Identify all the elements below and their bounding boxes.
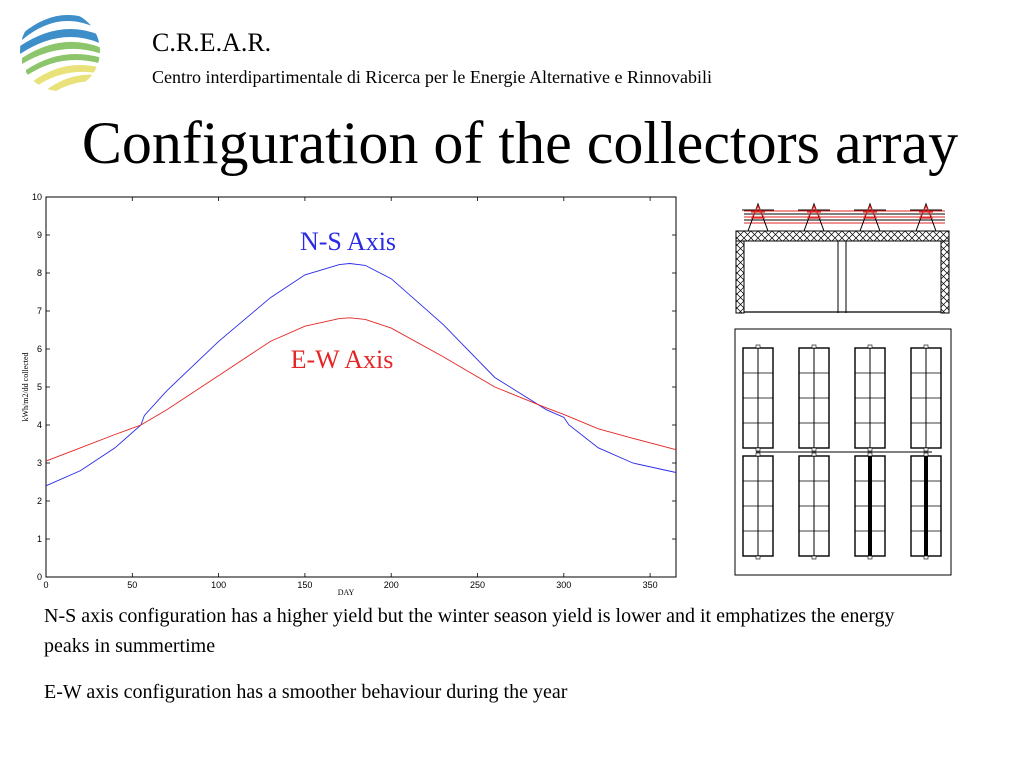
collector-panel (799, 453, 829, 559)
y-tick-label: 4 (36, 420, 42, 430)
org-name: C.R.E.A.R. (152, 28, 272, 57)
x-tick-label: 300 (556, 580, 572, 590)
x-tick-label: 0 (43, 580, 49, 590)
collector-elevation-diagram (730, 196, 955, 318)
x-tick-label: 150 (297, 580, 313, 590)
x-tick-label: 350 (642, 580, 658, 590)
yield-chart (0, 186, 690, 600)
series-label-ew: E-W Axis (290, 345, 394, 374)
y-tick-label: 0 (36, 572, 42, 582)
x-tick-label: 100 (211, 580, 227, 590)
collector-panel (855, 453, 885, 559)
collector-panel (743, 345, 773, 451)
y-tick-label: 6 (36, 344, 42, 354)
y-tick-label: 5 (36, 382, 42, 392)
collector-plan-diagram (734, 328, 952, 576)
x-axis-label: DAY (337, 588, 355, 597)
series-label-ns: N-S Axis (299, 227, 397, 256)
description-ns: N-S axis configuration has a higher yield but the winter season yield is lower and it emphatizes the energy peaks in summertime (44, 605, 895, 657)
x-tick-label: 50 (127, 580, 138, 590)
collector-panel (743, 453, 773, 559)
x-tick-label: 200 (383, 580, 399, 590)
description-ew: E-W axis configuration has a smoother behaviour during the year (44, 681, 568, 703)
y-tick-label: 1 (36, 534, 42, 544)
y-tick-label: 8 (36, 268, 42, 278)
collector-panel (855, 345, 885, 451)
crear-logo-icon (18, 10, 102, 92)
y-tick-label: 10 (31, 192, 42, 202)
slide-title: Configuration of the collectors array (81, 110, 959, 176)
x-tick-label: 250 (469, 580, 486, 590)
collector-panel (799, 345, 829, 451)
y-tick-label: 9 (36, 230, 42, 240)
y-tick-label: 3 (36, 458, 42, 468)
y-tick-label: 7 (36, 306, 42, 316)
y-tick-label: 2 (36, 496, 42, 506)
collector-panel (911, 345, 941, 451)
y-axis-label: kWh/m2/dd collected (21, 352, 30, 422)
collector-panel (911, 453, 941, 559)
org-subtitle: Centro interdipartimentale di Ricerca per le Energie Alternative e Rinnovabili (152, 67, 712, 87)
